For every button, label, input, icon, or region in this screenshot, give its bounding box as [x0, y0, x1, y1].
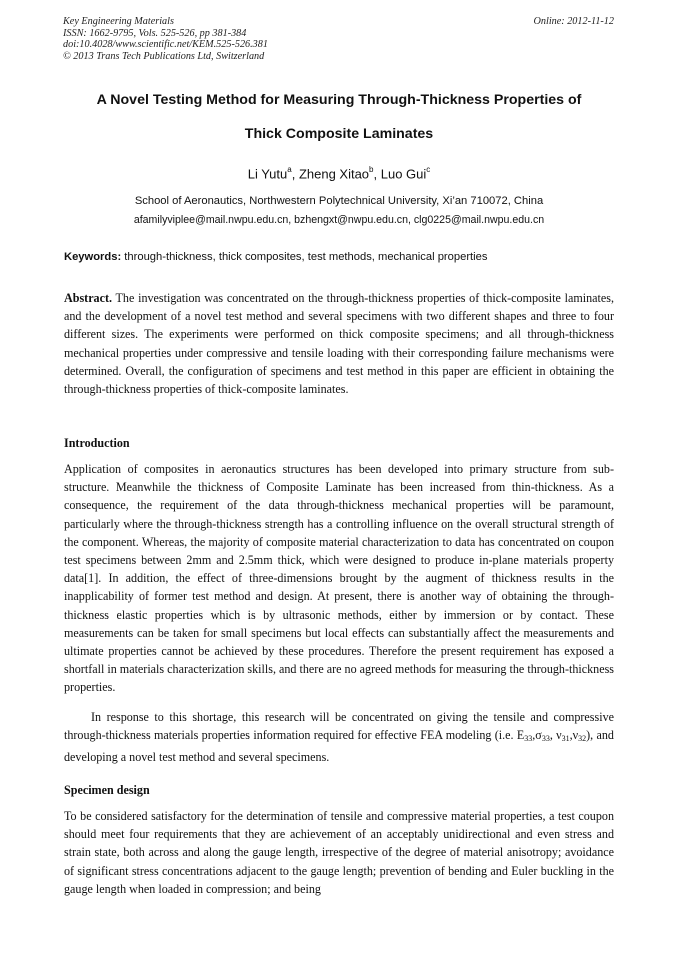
keywords-label: Keywords:: [64, 251, 122, 263]
symbol-subscript: 33: [541, 734, 550, 744]
introduction-paragraph-1: Application of composites in aeronautics structures has been developed into primary structure from sub-structure. Meanwhile the thickness of Composite Laminate has been increased from thin-thickness. As a consequence, the requirement of the data through-thickness mechanical properties will be paramount, particularly where the through-thickness strength has a controlling influence on the overall structural strength of the component. Whereas, the majority of composite material characterization to data has concentrated on coupon test specimens between 2mm and 2.5mm thick, which were designed to produce in-plane materials property data[1]. In addition, the effect of three-dimensions brought by the augment of thickness results in the inapplicability of former test method and design. At present, there is another way of obtaining the through-thickness elastic properties which is by ultrasonic methods, either by immersion or by contact. These measurements can be taken for small specimens but local effects can substantially affect the measurements and ultimate properties cannot be achieved by these procedures. Therefore the present requirement has exposed a shortfall in materials characterization skills, and there are no agreed methods for measuring the through-thickness properties.: [64, 462, 614, 695]
specimen-design-paragraph-1: To be considered satisfactory for the determination of tensile and compressive material properties, a test coupon should meet four requirements that they are achievement of an acceptably unidirectional and even stress and strain state, both across and along the gauge length, irrespective of the degree of material anisotropy; avoidance of significant stress concentrations adjacent to the gauge length; prevention of bending and Euler buckling in the gauge length when loaded in compression; and being: [64, 809, 614, 896]
symbol-base: ,ν: [569, 728, 579, 743]
author-separator: ,: [373, 166, 381, 182]
author-name: Luo Gui: [380, 166, 427, 182]
issn-line: ISSN: 1662-9795, Vols. 525-526, pp 381-384: [63, 27, 247, 39]
journal-name: Key Engineering Materials: [63, 16, 174, 27]
keywords: [64, 251, 487, 263]
copyright-line: © 2013 Trans Tech Publications Ltd, Switzerland: [63, 50, 265, 62]
symbol-base: ,σ: [532, 728, 542, 743]
introduction-paragraph-2: [64, 708, 614, 767]
online-date: Online: 2012-11-12: [533, 16, 614, 27]
doi-line: doi:10.4028/www.scientific.net/KEM.525-526.381: [63, 39, 268, 50]
abstract-label: Abstract.: [64, 291, 113, 305]
paper-title-line1: A Novel Testing Method for Measuring Through-Thickness Properties of: [96, 92, 582, 108]
symbol-base: , ν: [549, 728, 562, 743]
symbol-subscript: 32: [578, 734, 587, 744]
symbol-base: E: [516, 728, 525, 743]
author-name: Li Yutu: [247, 166, 288, 182]
paragraph-text: ), and developing a novel test method and several specimens.: [64, 728, 614, 765]
abstract-text: The investigation was concentrated on the through-thickness properties of thick-composite laminates, and the development of a novel test method and several specimens with two different shapes and three to four different sizes. The experiments were performed on thick composite specimens; and all through-thickness mechanical properties under compressive and tensile loading with their corresponding failure mechanisms were determined. Overall, the configuration of specimens and test method in this paper are efficient in obtaining the through-thickness properties of thick-composite laminates.: [64, 291, 614, 397]
symbol-subscript: 31: [561, 734, 570, 744]
keywords-text: through-thickness, thick composites, test methods, mechanical properties: [121, 251, 488, 263]
abstract: [64, 289, 614, 398]
paper-title-line2: Thick Composite Laminates: [244, 126, 434, 142]
author-separator: ,: [291, 166, 299, 182]
paragraph-text: In response to this shortage, this research will be concentrated on giving the tensile and compressive through-thickness materials properties information required for effective FEA modeling (i.e.: [64, 710, 614, 743]
author-emails: afamilyviplee@mail.nwpu.edu.cn, bzhengxt@nwpu.edu.cn, clg0225@mail.nwpu.edu.cn: [133, 214, 545, 226]
author-list: [0, 166, 678, 181]
affiliation: School of Aeronautics, Northwestern Polytechnical University, Xi’an 710072, China: [134, 195, 544, 207]
section-heading-specimen-design: Specimen design: [64, 783, 150, 797]
journal-header: [63, 16, 268, 62]
author-affil-mark: a: [287, 165, 292, 174]
author-affil-mark: c: [426, 165, 431, 174]
author-affil-mark: b: [369, 165, 374, 174]
section-heading-introduction: Introduction: [64, 436, 130, 450]
symbol-subscript: 33: [524, 734, 533, 744]
author-name: Zheng Xitao: [298, 166, 370, 182]
